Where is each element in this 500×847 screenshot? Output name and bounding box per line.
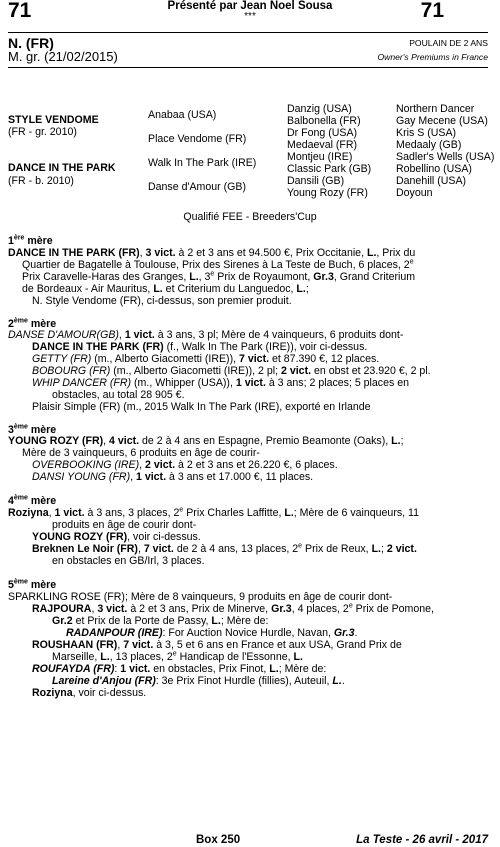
section-title-fourth-dam: 4ème mère: [8, 494, 57, 507]
section-title-fifth-dam: 5ème mère: [8, 578, 57, 591]
sale-date: La Teste - 26 avril - 2017: [356, 834, 488, 846]
horse-description: M. gr. (21/02/2015): [8, 49, 118, 64]
divider: [8, 32, 488, 33]
pedigree-gen3: Montjeu (IRE): [287, 151, 353, 163]
pedigree-gen4: Sadler's Wells (USA): [396, 151, 495, 163]
pedigree-gen2: Place Vendome (FR): [148, 133, 247, 145]
section-title-second-dam: 2ème mère: [8, 317, 57, 330]
pedigree-gen3: Dansili (GB): [287, 175, 345, 187]
section-title-first-dam: 1ère mère: [8, 234, 53, 247]
pedigree-gen4: Northern Dancer: [396, 103, 475, 115]
owners-premiums: Owner's Premiums in France: [377, 52, 488, 62]
dam-name: DANCE IN THE PARK: [8, 162, 116, 174]
pedigree-gen3: Medaeval (FR): [287, 139, 358, 151]
pedigree-gen3: Young Rozy (FR): [287, 187, 368, 199]
horse-name: N. (FR): [8, 35, 54, 51]
pedigree-gen4: Doyoun: [396, 187, 433, 199]
lot-number-right: 71: [420, 0, 444, 22]
qualification: Qualifié FEE - Breeders'Cup: [183, 211, 317, 223]
pedigree-gen4: Gay Mecene (USA): [396, 115, 488, 127]
pedigree-gen4: Kris S (USA): [396, 127, 457, 139]
stars: ***: [244, 11, 256, 22]
divider: [8, 67, 488, 68]
horse-category: POULAIN DE 2 ANS: [409, 38, 488, 48]
pedigree-gen3: Danzig (USA): [287, 103, 352, 115]
lot-number-left: 71: [8, 0, 32, 22]
pedigree-gen2: Walk In The Park (IRE): [148, 157, 257, 169]
sire-name: STYLE VENDOME: [8, 114, 99, 126]
consignor: Présenté par Jean Noel Sousa: [167, 0, 333, 12]
dam-info: (FR - b. 2010): [8, 175, 74, 187]
pedigree-gen2: Anabaa (USA): [148, 109, 217, 121]
pedigree-gen2: Danse d'Amour (GB): [148, 181, 246, 193]
pedigree-gen3: Dr Fong (USA): [287, 127, 358, 139]
sire-info: (FR - gr. 2010): [8, 126, 77, 138]
pedigree-gen4: Robellino (USA): [396, 163, 472, 175]
pedigree-gen4: Medaaly (GB): [396, 139, 462, 151]
box-number: Box 250: [196, 834, 241, 846]
pedigree-gen4: Danehill (USA): [396, 175, 467, 187]
pedigree-gen3: Balbonella (FR): [287, 115, 361, 127]
pedigree-gen3: Classic Park (GB): [287, 163, 372, 175]
section-title-third-dam: 3ème mère: [8, 423, 57, 436]
